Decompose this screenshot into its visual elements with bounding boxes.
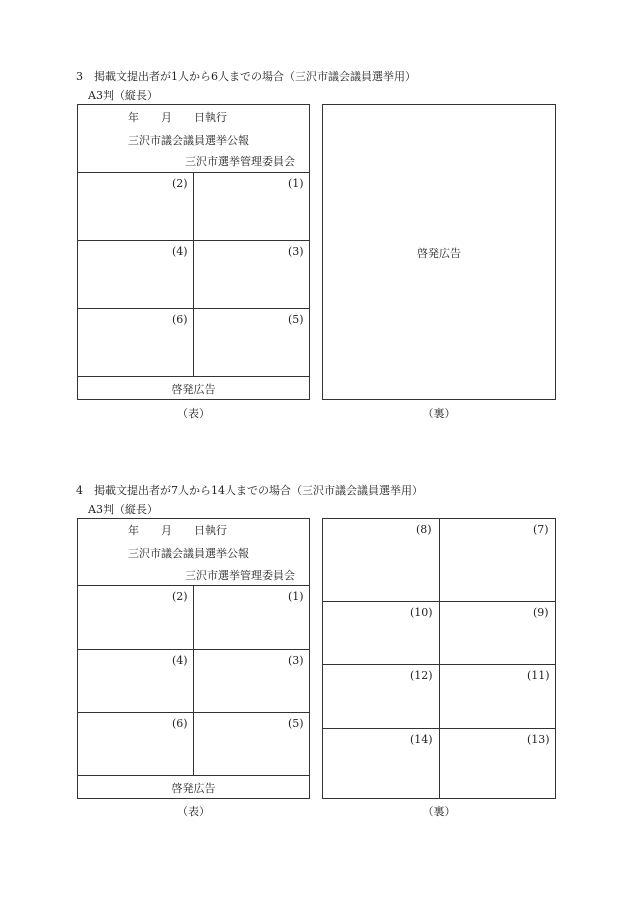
section4-divider	[77, 775, 310, 776]
section4-size-label: A3判（縦長）	[88, 503, 158, 516]
section3-issuer: 三沢市選挙管理委員会	[185, 155, 295, 168]
section4-front-caption: （表）	[177, 805, 210, 818]
section3-cell-number: (3)	[288, 245, 304, 258]
section3-bulletin-title: 三沢市議会議員選挙公報	[128, 134, 249, 147]
section4-column-divider	[193, 585, 194, 775]
section4-back-cell-number: (13)	[527, 733, 550, 746]
section4-back-column-divider	[439, 518, 440, 799]
section4-back-cell-number: (12)	[410, 669, 433, 682]
section4-footer-ad: 啓発広告	[171, 782, 216, 795]
section3-cell-number: (6)	[172, 313, 188, 326]
section3-column-divider	[193, 172, 194, 376]
section4-date-line: 年 月 日執行	[128, 524, 227, 537]
section3-date-line: 年 月 日執行	[128, 111, 227, 124]
section3-size-label: A3判（縦長）	[88, 89, 158, 102]
section4-bulletin-title: 三沢市議会議員選挙公報	[128, 547, 249, 560]
section4-back-cell-number: (8)	[416, 523, 432, 536]
section4-cell-number: (5)	[288, 717, 304, 730]
section4-back-cell-number: (11)	[527, 669, 550, 682]
section4-cell-number: (6)	[172, 717, 188, 730]
section3-divider	[77, 376, 310, 377]
section3-front-caption: （表）	[177, 407, 210, 420]
section4-issuer: 三沢市選挙管理委員会	[185, 569, 295, 582]
section3-cell-number: (4)	[172, 245, 188, 258]
section4-heading: 4 掲載文提出者が7人から14人までの場合（三沢市議会議員選挙用）	[76, 484, 423, 497]
section4-back-cell-number: (10)	[410, 606, 433, 619]
section3-cell-number: (2)	[172, 177, 188, 190]
section3-heading: 3 掲載文提出者が1人から6人までの場合（三沢市議会議員選挙用）	[76, 70, 416, 83]
section4-back-cell-number: (14)	[410, 733, 433, 746]
section3-cell-number: (5)	[288, 313, 304, 326]
section3-cell-number: (1)	[288, 177, 304, 190]
section3-back-ad: 啓発広告	[417, 247, 461, 260]
section4-back-cell-number: (7)	[533, 523, 549, 536]
section3-back-caption: （裏）	[422, 407, 456, 420]
section4-cell-number: (1)	[288, 590, 304, 603]
section4-back-caption: （裏）	[422, 805, 456, 818]
section4-cell-number: (3)	[288, 654, 304, 667]
section3-footer-ad: 啓発広告	[171, 383, 216, 396]
section4-back-cell-number: (9)	[533, 606, 549, 619]
section4-cell-number: (4)	[172, 654, 188, 667]
section4-cell-number: (2)	[172, 590, 188, 603]
